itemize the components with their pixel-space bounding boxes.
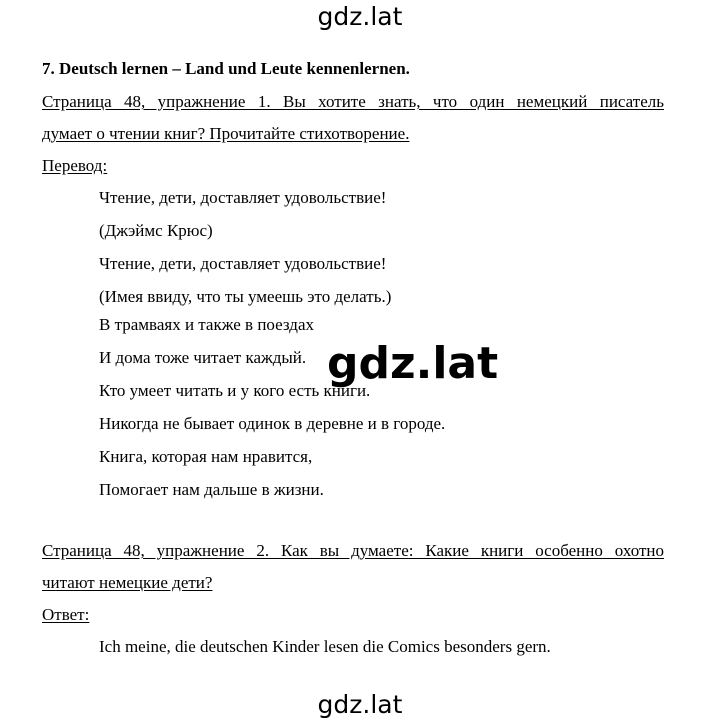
exercise1-task-line2: думает о чтении книг? Прочитайте стихотворение. — [42, 124, 410, 143]
section-heading: 7. Deutsch lernen – Land und Leute kennenlernen. — [42, 59, 410, 78]
watermark-top: gdz.lat — [317, 2, 403, 31]
poem-line: Помогает нам дальше в жизни. — [99, 480, 324, 499]
poem-line: (Имея ввиду, что ты умеешь это делать.) — [99, 287, 392, 306]
exercise2-label: Ответ: — [42, 605, 90, 624]
poem-line: Кто умеет читать и у кого есть книги. — [99, 381, 371, 400]
watermark-bottom: gdz.lat — [317, 690, 403, 719]
exercise2-task-line1: Страница 48, упражнение 2. Как вы думаете: Какие книги особенно охотно — [42, 541, 664, 560]
exercise2-answer: Ich meine, die deutschen Kinder lesen die Comics besonders gern. — [99, 637, 551, 656]
exercise1-task-line1: Страница 48, упражнение 1. Вы хотите знать, что один немецкий писатель — [42, 92, 664, 111]
poem-line: И дома тоже читает каждый. — [99, 348, 307, 367]
exercise1-label: Перевод: — [42, 156, 108, 175]
poem-line: В трамваях и также в поездах — [99, 315, 314, 334]
watermark-middle: gdz.lat — [327, 338, 499, 389]
poem-line: Чтение, дети, доставляет удовольствие! — [99, 254, 387, 273]
poem-line: (Джэймс Крюс) — [99, 221, 213, 240]
poem-line: Книга, которая нам нравится, — [99, 447, 313, 466]
exercise2-task-line2: читают немецкие дети? — [42, 573, 213, 592]
poem-line: Никогда не бывает одинок в деревне и в городе. — [99, 414, 446, 433]
poem-line: Чтение, дети, доставляет удовольствие! — [99, 188, 387, 207]
